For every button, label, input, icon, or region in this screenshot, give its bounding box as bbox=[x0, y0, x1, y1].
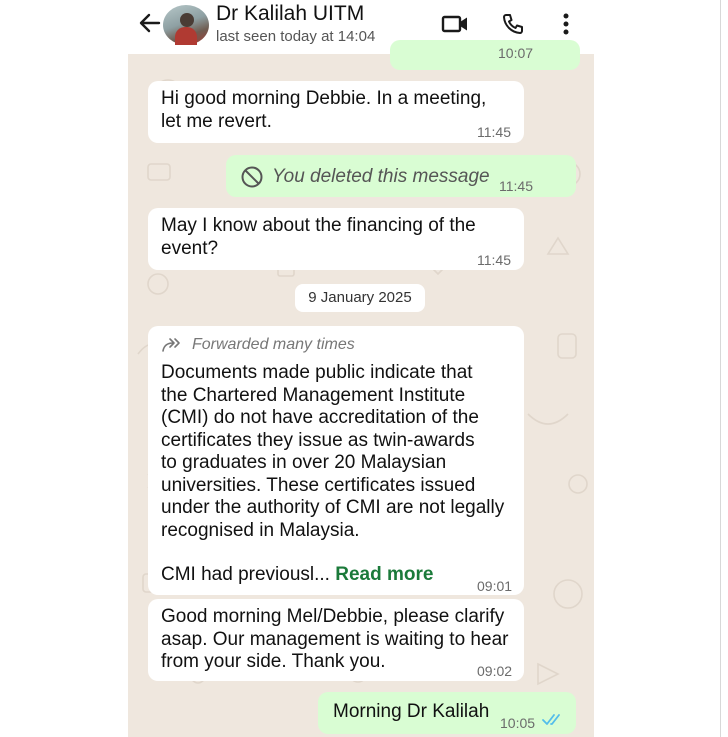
double-check-read-icon bbox=[542, 713, 564, 727]
message-time: 11:45 bbox=[477, 124, 511, 140]
message-time: 11:45 bbox=[499, 178, 533, 194]
message-bubble-outgoing[interactable] bbox=[318, 692, 576, 734]
arrow-left-icon[interactable] bbox=[136, 10, 164, 38]
message-bubble-forwarded[interactable] bbox=[148, 326, 524, 595]
message-bubble-incoming[interactable] bbox=[148, 208, 524, 270]
read-more-link[interactable]: Read more bbox=[335, 564, 434, 585]
message-time: 09:02 bbox=[477, 663, 513, 679]
message-text: May I know about the financing of the event? bbox=[161, 215, 476, 259]
block-icon bbox=[240, 165, 264, 189]
date-divider: 9 January 2025 bbox=[295, 284, 425, 312]
message-text: Documents made public indicate that the Chartered Management Institute (CMI) do not have accreditation of the certificates they issue as twin-awards to graduates in over 20 Malaysian universities. These certificates issued under the authority of CMI are not legally recognised in Malaysia. bbox=[161, 362, 505, 541]
more-options-icon[interactable] bbox=[550, 8, 582, 40]
message-bubble-incoming[interactable] bbox=[148, 599, 524, 681]
message-bubble-outgoing-deleted[interactable] bbox=[226, 155, 576, 197]
message-text: Hi good morning Debbie. In a meeting, let me revert. bbox=[161, 88, 487, 132]
phone-screen bbox=[128, 0, 594, 737]
message-text: Good morning Mel/Debbie, please clarify asap. Our management is waiting to hear from your side. Thank you. bbox=[161, 606, 509, 672]
voice-call-icon[interactable] bbox=[497, 8, 529, 40]
last-seen-status: last seen today at 14:04 bbox=[216, 28, 376, 45]
video-call-icon[interactable] bbox=[439, 8, 471, 40]
message-time: 10:07 bbox=[498, 45, 534, 61]
message-text: Morning Dr Kalilah bbox=[333, 701, 490, 722]
message-time: 10:05 bbox=[500, 715, 536, 731]
message-time: 09:01 bbox=[477, 578, 513, 594]
message-bubble-partial[interactable] bbox=[390, 40, 580, 70]
avatar[interactable] bbox=[163, 5, 209, 45]
double-forward-icon bbox=[162, 338, 184, 352]
chat-area[interactable] bbox=[128, 45, 594, 737]
deleted-message: You deleted this message bbox=[240, 165, 490, 189]
message-time: 11:45 bbox=[477, 252, 511, 268]
forwarded-label: Forwarded many times bbox=[162, 334, 355, 357]
contact-name[interactable]: Dr Kalilah UITM bbox=[216, 2, 365, 25]
message-text-truncated: CMI had previousl... Read more bbox=[161, 564, 434, 585]
message-bubble-incoming[interactable] bbox=[148, 81, 524, 143]
page-divider bbox=[720, 0, 721, 737]
